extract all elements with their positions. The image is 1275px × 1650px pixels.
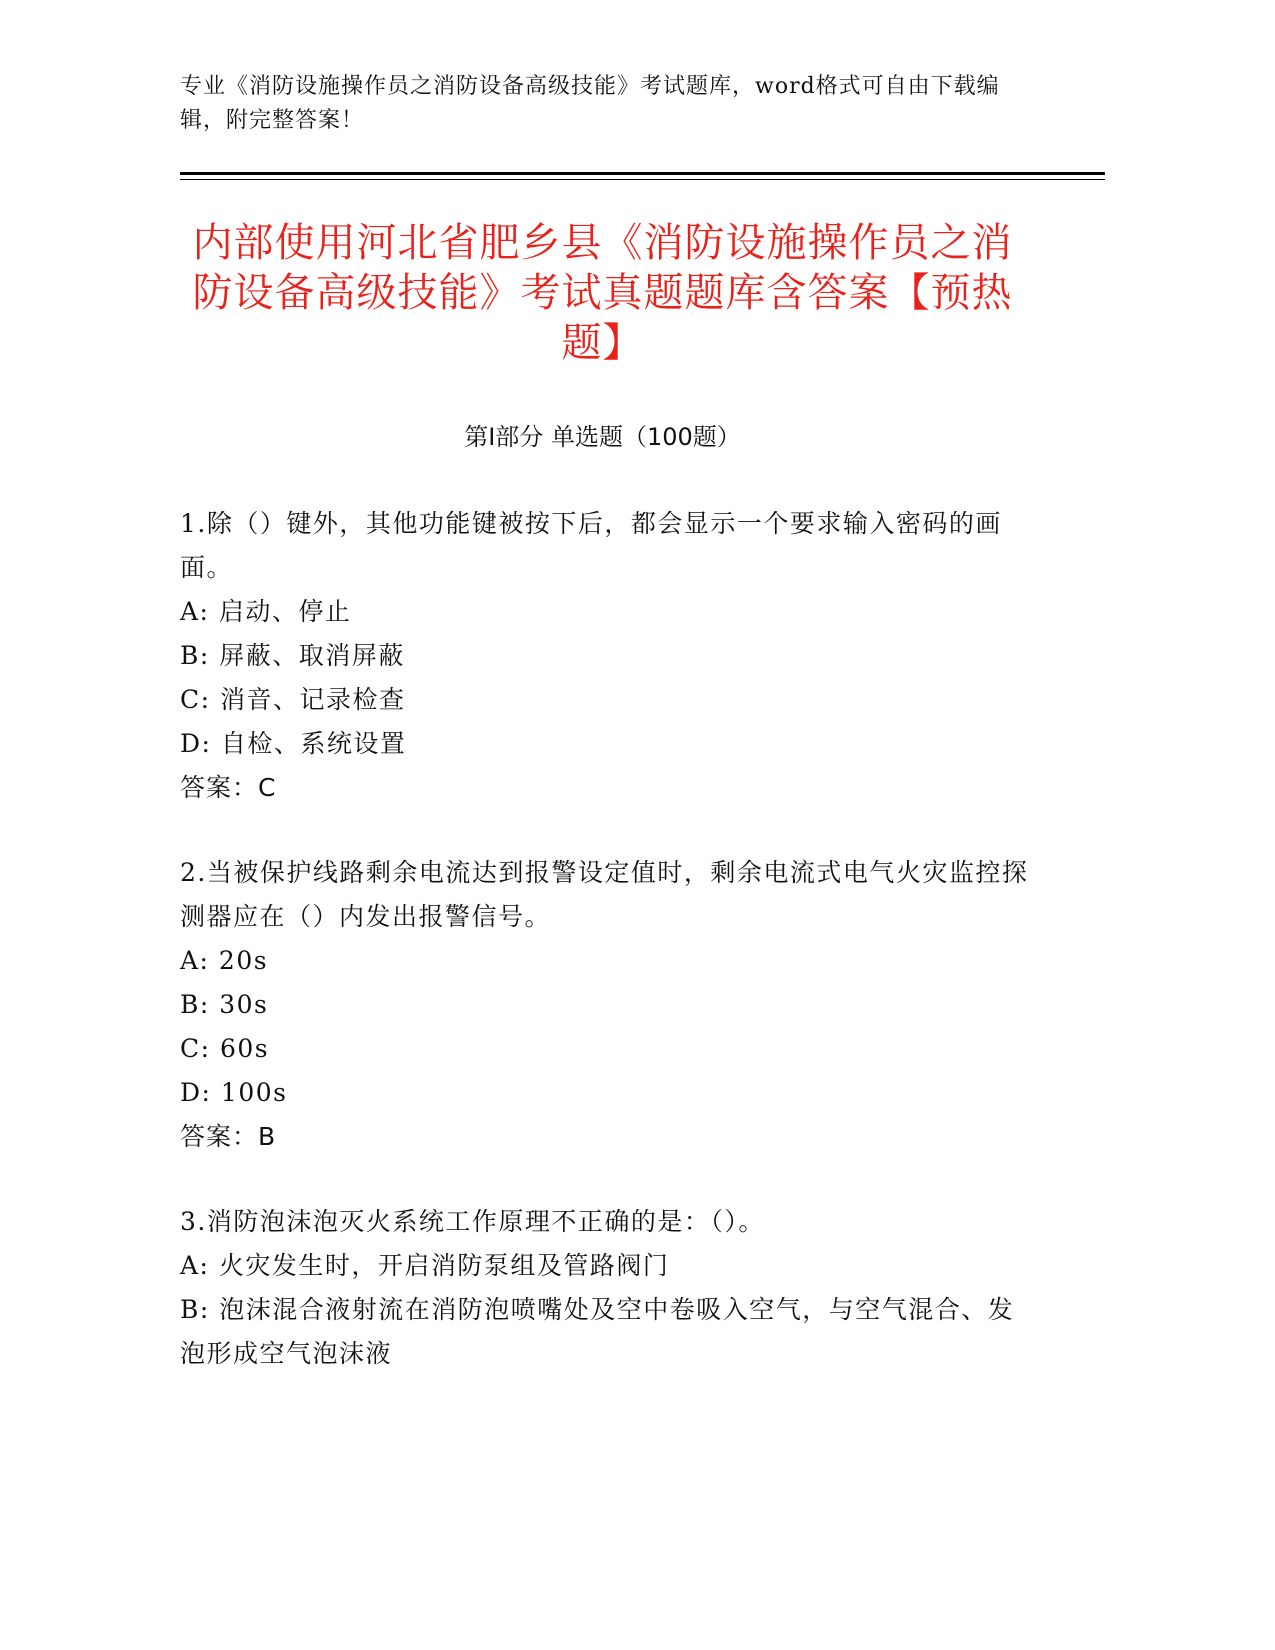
option-b: B: 屏蔽、取消屏蔽	[180, 641, 405, 670]
option-d: D: 自检、系统设置	[180, 729, 407, 758]
question-stem: 1.除（）键外，其他功能键被按下后，都会显示一个要求输入密码的画面。	[180, 509, 1002, 582]
question-stem: 2.当被保护线路剩余电流达到报警设定值时，剩余电流式电气火灾监控探测器应在（）内发出报警信号。	[180, 858, 1029, 931]
option-b: B: 泡沫混合液射流在消防泡喷嘴处及空中卷吸入空气，与空气混合、发泡形成空气泡沫液	[180, 1295, 1015, 1368]
option-d: D: 100s	[180, 1078, 288, 1107]
header-divider-thick	[180, 172, 1105, 175]
option-a: A: 火灾发生时，开启消防泵组及管路阀门	[180, 1251, 670, 1280]
option-a: A: 20s	[180, 946, 269, 975]
header-divider-thin	[180, 179, 1105, 180]
section-heading: 第Ⅰ部分 单选题（100题）	[464, 423, 741, 451]
question-3	[180, 1200, 1030, 1376]
header-note: 专业《消防设施操作员之消防设备高级技能》考试题库，word格式可自由下载编辑，附完整答案！	[180, 74, 1000, 133]
option-a: A: 启动、停止	[180, 597, 352, 626]
option-c: C: 消音、记录检查	[180, 685, 406, 714]
question-2	[180, 851, 1030, 1159]
option-b: B: 30s	[180, 990, 269, 1019]
question-stem: 3.消防泡沫泡灭火系统工作原理不正确的是：（）。	[180, 1207, 765, 1236]
answer: 答案：B	[180, 1122, 277, 1151]
option-c: C: 60s	[180, 1034, 270, 1063]
answer: 答案：C	[180, 773, 277, 802]
question-1	[180, 502, 1030, 810]
document-title: 内部使用河北省肥乡县《消防设施操作员之消防设备高级技能》考试真题题库含答案【预热题】	[192, 220, 1013, 366]
